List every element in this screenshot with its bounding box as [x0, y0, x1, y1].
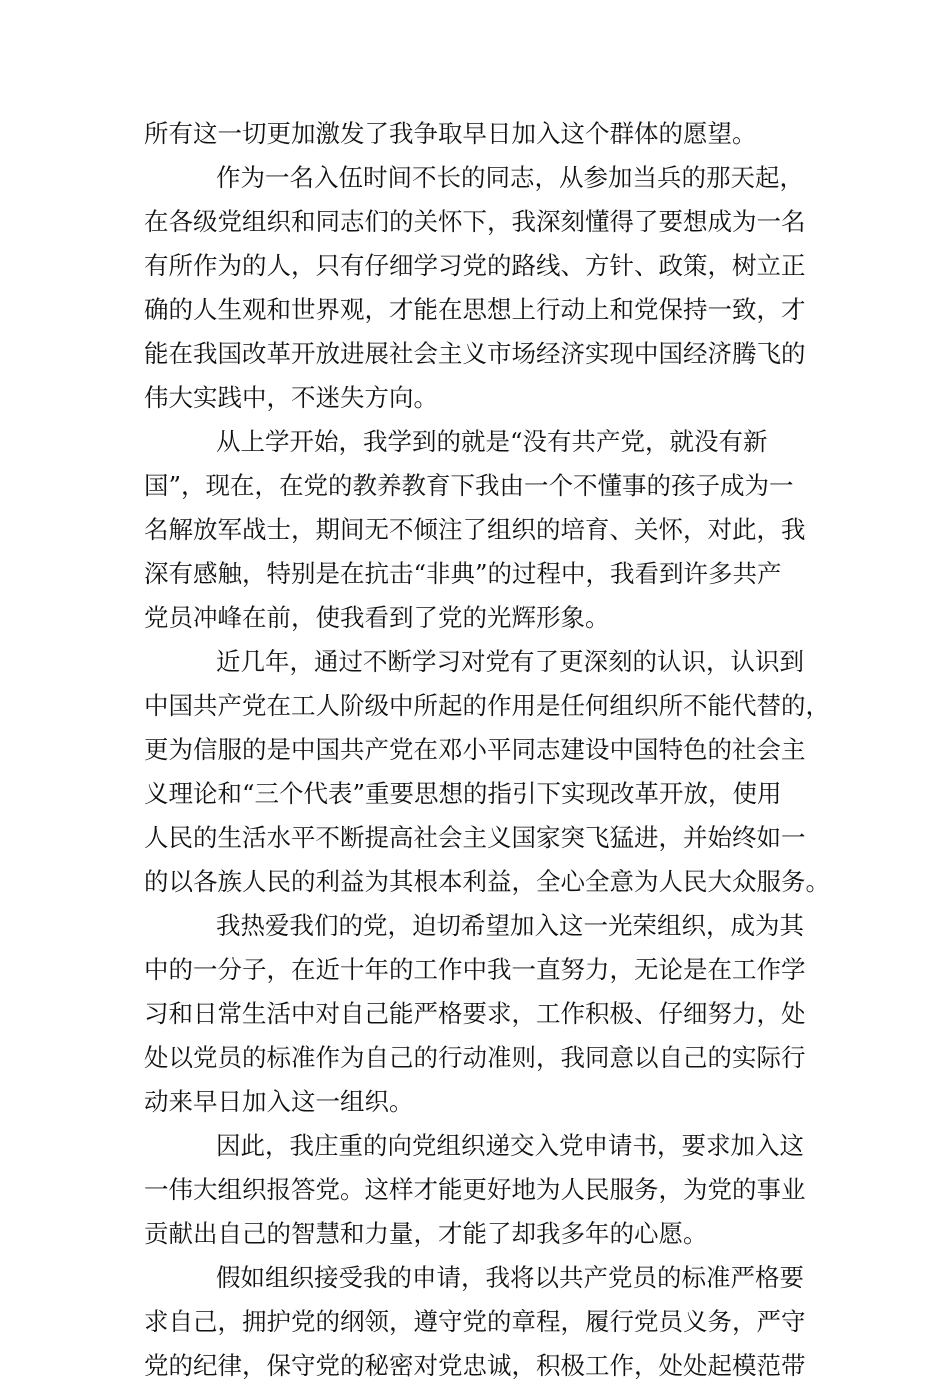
text-line: 中的一分子，在近十年的工作中我一直努力，无论是在工作学 [144, 955, 806, 984]
text-line: 习和日常生活中对自己能严格要求，工作积极、仔细努力，处 [144, 999, 806, 1028]
text-line: 党的纪律，保守党的秘密对党忠诚，积极工作，处处起模范带 [144, 1351, 806, 1380]
text-line: 有所作为的人，只有仔细学习党的路线、方针、政策，树立正 [144, 251, 806, 280]
text-line: 动来早日加入这一组织。 [144, 1087, 414, 1116]
text-line: 因此，我庄重的向党组织递交入党申请书，要求加入这 [216, 1131, 804, 1160]
text-line: 国”，现在，在党的教养教育下我由一个不懂事的孩子成为一 [144, 471, 794, 500]
text-line: 更为信服的是中国共产党在邓小平同志建设中国特色的社会主 [144, 735, 806, 764]
text-line: 名解放军战士，期间无不倾注了组织的培育、关怀，对此，我 [144, 515, 806, 544]
text-line: 伟大实践中，不迷失方向。 [144, 383, 438, 412]
text-line: 从上学开始，我学到的就是“没有共产党，就没有新 [216, 427, 768, 456]
text-line: 贡献出自己的智慧和力量，才能了却我多年的心愿。 [144, 1219, 708, 1248]
text-line: 中国共产党在工人阶级中所起的作用是任何组织所不能代替的， [144, 691, 830, 720]
text-line: 求自己，拥护党的纲领，遵守党的章程，履行党员义务，严守 [144, 1307, 806, 1336]
text-line: 在各级党组织和同志们的关怀下，我深刻懂得了要想成为一名 [144, 207, 806, 236]
text-line: 假如组织接受我的申请，我将以共产党员的标准严格要 [216, 1263, 804, 1292]
text-line: 一伟大组织报答党。这样才能更好地为人民服务，为党的事业 [144, 1175, 806, 1204]
text-line: 所有这一切更加激发了我争取早日加入这个群体的愿望。 [144, 119, 757, 148]
text-line: 的以各族人民的利益为其根本利益，全心全意为人民大众服务。 [144, 867, 830, 896]
text-line: 我热爱我们的党，迫切希望加入这一光荣组织，成为其 [216, 911, 804, 940]
text-line: 深有感触，特别是在抗击“非典”的过程中，我看到许多共产 [144, 559, 782, 588]
text-line: 作为一名入伍时间不长的同志，从参加当兵的那天起， [216, 163, 804, 192]
text-line: 能在我国改革开放进展社会主义市场经济实现中国经济腾飞的 [144, 339, 806, 368]
text-line: 人民的生活水平不断提高社会主义国家突飞猛进，并始终如一 [144, 823, 806, 852]
text-line: 处以党员的标准作为自己的行动准则，我同意以自己的实际行 [144, 1043, 806, 1072]
document-body [144, 112, 830, 1388]
text-line: 确的人生观和世界观，才能在思想上行动上和党保持一致，才 [144, 295, 806, 324]
text-line: 义理论和“三个代表”重要思想的指引下实现改革开放，使用 [144, 779, 782, 808]
text-line: 党员冲峰在前，使我看到了党的光辉形象。 [144, 603, 610, 632]
text-line: 近几年，通过不断学习对党有了更深刻的认识，认识到 [216, 647, 804, 676]
